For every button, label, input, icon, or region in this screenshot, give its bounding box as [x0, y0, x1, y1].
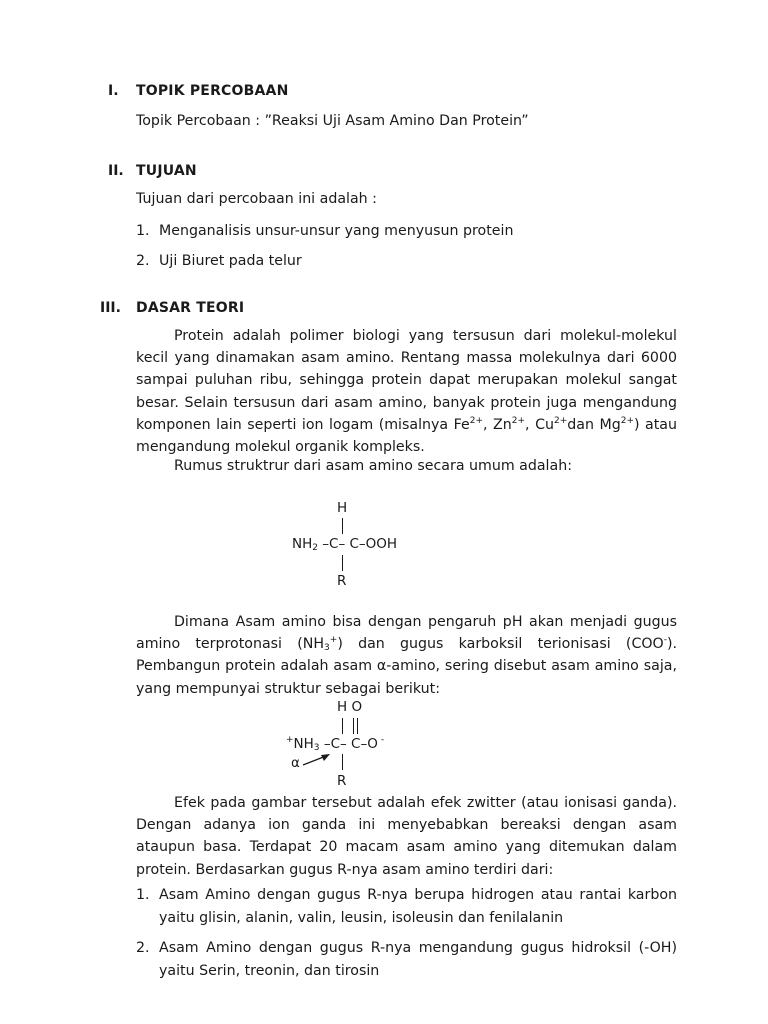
list-item	[136, 250, 677, 273]
alpha-arrow-icon	[302, 752, 332, 768]
formula-bond	[342, 718, 343, 734]
section-3-title: DASAR TEORI	[136, 300, 245, 316]
list-item-number: 1.	[136, 887, 150, 903]
paragraph-zwitter-effect: Efek pada gambar tersebut adalah efek zwitter (atau ionisasi ganda). Dengan adanya ion ganda ini menyebabkan bereaksi dengan asam ataupun basa. Terdapat 20 macam asam amino yang ditemukan dalam protein. Berdasarkan gugus R-nya asam amino terdiri dari:	[136, 795, 677, 878]
formula-double-bond	[357, 718, 358, 734]
paragraph-protein: Protein adalah polimer biologi yang tersusun dari molekul-molekul kecil yang dinamakan asam amino. Rentang massa molekulnya dari 6000 sampai puluhan ribu, sehingga protein dapat merupakan molekul sangat besar. Selain tersusun dari asam amino, banyak protein juga mengandung komponen lain seperti ion logam (misalnya $Fe^{2+}$, $Zn^{2+}$, $Cu^{2+}dan$ $Mg^{2+}$) atau mengandung molekul organik kompleks.	[136, 328, 677, 456]
formula-main: $NH_2$ –C– C–OOH	[292, 536, 398, 553]
section-1-number: I.	[108, 83, 119, 99]
list-item-number: 2.	[136, 940, 150, 956]
list-item-text: Menganalisis unsur-unsur yang menyusun protein	[159, 223, 514, 239]
formula-r: R	[337, 773, 347, 789]
list-item-text: Asam Amino dengan gugus R-nya mengandung gugus hidroksil (-OH) yaitu Serin, treonin, dan tirosin	[159, 940, 677, 979]
section-3-number: III.	[100, 300, 121, 316]
list-item-text: Uji Biuret pada telur	[159, 253, 302, 269]
formula-bond	[342, 518, 343, 534]
list-item-text: Asam Amino dengan gugus R-nya berupa hidrogen atau rantai karbon yaitu glisin, alanin, valin, leusin, isoleusin dan fenilalanin	[159, 887, 677, 926]
formula-double-bond	[353, 718, 354, 734]
section-2-intro: Tujuan dari percobaan ini adalah :	[136, 191, 377, 207]
formula-r: R	[337, 573, 347, 589]
paragraph-formula-intro: Rumus struktrur dari asam amino secara umum adalah:	[174, 458, 572, 474]
section-1-title: TOPIK PERCOBAAN	[136, 83, 289, 99]
formula-bond	[342, 555, 343, 571]
formula-bond	[342, 754, 343, 770]
formula-h: H	[337, 500, 348, 516]
list-item-number: 2.	[136, 253, 150, 269]
formula-h-o: H O	[337, 699, 363, 715]
section-1-body: Topik Percobaan : ”Reaksi Uji Asam Amino Dan Protein”	[136, 113, 529, 129]
section-2-title: TUJUAN	[136, 163, 197, 179]
section-2-number: II.	[108, 163, 124, 179]
list-item	[136, 884, 677, 929]
list-item	[136, 220, 677, 243]
list-item	[136, 937, 677, 982]
alpha-label: α	[291, 755, 300, 771]
paragraph-zwitter-intro: Dimana Asam amino bisa dengan pengaruh pH akan menjadi gugus amino terprotonasi $(NH_3^+)$ dan gugus karboksil terionisasi (COO-). Pembangun protein adalah asam α-amino, sering disebut asam amino saja, yang mempunyai struktur sebagai berikut:	[136, 614, 677, 697]
list-item-number: 1.	[136, 223, 150, 239]
formula-main: $^+NH_3$ –C– C–O -	[286, 735, 385, 753]
